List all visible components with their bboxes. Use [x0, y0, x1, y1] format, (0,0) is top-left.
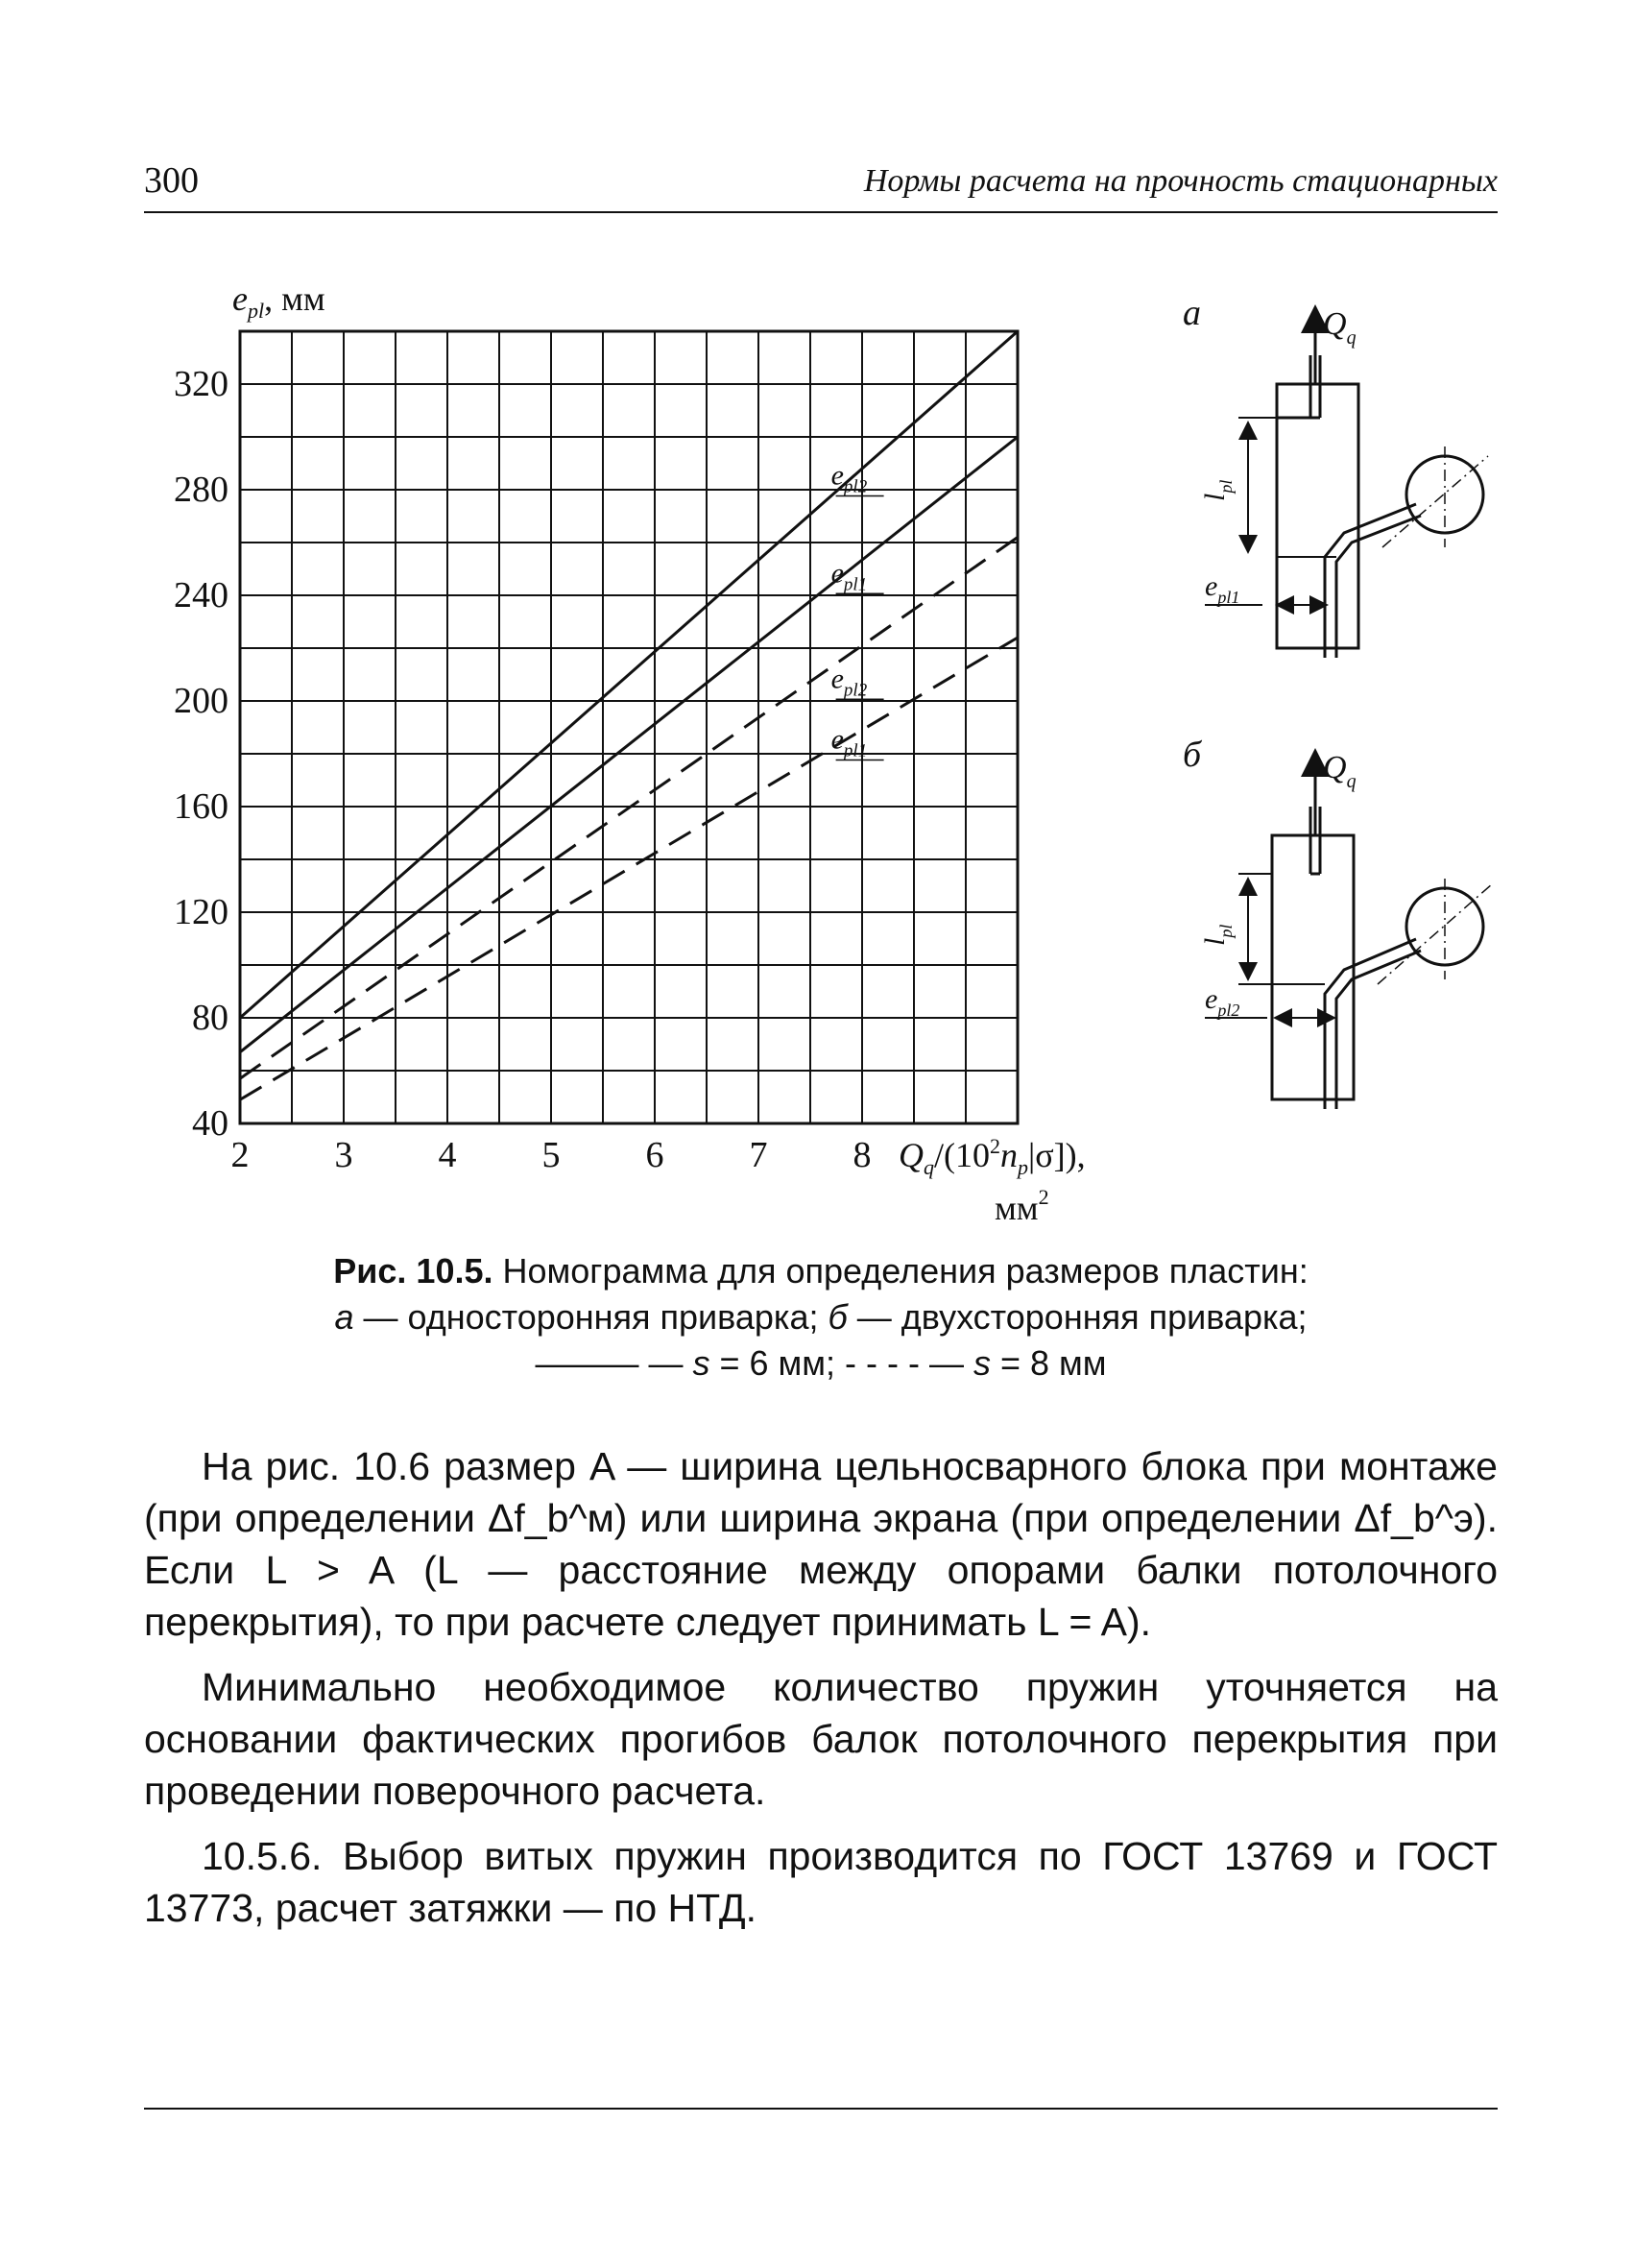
length-label-a: $l_{pl}$ [1199, 479, 1236, 501]
x-axis-unit: $мм^2$ [995, 1185, 1049, 1227]
y-tick-label: 160 [174, 786, 228, 827]
body-text [144, 1440, 1498, 1947]
nomogram-chart [125, 269, 1181, 1239]
caption-line-3: ——— — s = 6 мм; - - - - — s = 8 мм [535, 1343, 1107, 1383]
bottom-rule [144, 2108, 1498, 2110]
x-tick-label: 3 [334, 1135, 353, 1175]
x-axis-label: $Q_q/(10^2n_p|\sigma]$), [899, 1134, 1086, 1179]
y-tick-label: 320 [174, 364, 228, 404]
plate-a [1277, 384, 1358, 648]
svg-text:Qq: $Q_q$ [1323, 306, 1357, 349]
series-label-2: $e_{pl2}$ [830, 663, 868, 701]
y-tick-label: 280 [174, 470, 228, 510]
scheme-a [1183, 293, 1488, 658]
x-tick-label: 8 [853, 1135, 872, 1175]
x-tick-label: 6 [645, 1135, 664, 1175]
svg-text:Qq: $Q_q$ [1323, 750, 1357, 792]
y-axis-label: $e_{pl}$, мм [232, 279, 325, 323]
x-tick-label: 5 [541, 1135, 561, 1175]
x-tick-label: 7 [749, 1135, 768, 1175]
series-line-3 [240, 638, 1018, 1099]
length-label-b: $l_{pl}$ [1199, 924, 1236, 946]
series-line-2 [240, 538, 1018, 1079]
series-label-0: $e_{pl2}$ [830, 459, 868, 497]
y-tick-label: 80 [192, 998, 228, 1038]
page-number: 300 [144, 160, 199, 201]
y-tick-label: 120 [174, 892, 228, 932]
chart-grid [240, 331, 1018, 1123]
caption-line-2: а — односторонняя приварка; б — двухсторонняя приварка; [334, 1297, 1308, 1337]
panel-b-label: б [1183, 735, 1202, 775]
paragraph-3: 10.5.6. Выбор витых пружин производится по ГОСТ 13769 и ГОСТ 13773, расчет затяжки — по НТД. [144, 1834, 1498, 1930]
caption-line-1: Рис. 10.5. Номограмма для определения размеров пластин: [333, 1251, 1309, 1291]
series-line-1 [240, 437, 1018, 1052]
figure-caption [144, 1248, 1498, 1387]
x-tick-label: 2 [230, 1135, 250, 1175]
chart-series [240, 331, 1018, 1099]
y-tick-label: 40 [192, 1103, 228, 1144]
offset-label-a: $e_{pl1}$ [1205, 570, 1240, 607]
welding-schemes [1171, 278, 1498, 1143]
series-label-3: $e_{pl1}$ [830, 723, 868, 761]
page-header [144, 154, 1498, 213]
x-tick-label: 4 [438, 1135, 457, 1175]
running-title: Нормы расчета на прочность стационарных [863, 163, 1498, 199]
series-line-0 [240, 331, 1018, 1018]
paragraph-1: На рис. 10.6 размер A — ширина цельносварного блока при монтаже (при определении Δf_b^м) или ширина экрана (при определении Δf_b^э). Если L > A (L — расстояние между опорами балки потолочного перекрытия), то при расчете следует принимать L = A). [144, 1444, 1498, 1644]
y-tick-label: 240 [174, 575, 228, 615]
paragraph-2: Минимально необходимое количество пружин уточняется на основании фактических прогибов балок потолочного перекрытия при проведении поверочного расчета. [144, 1665, 1498, 1813]
offset-label-b: $e_{pl2}$ [1205, 983, 1240, 1020]
scheme-b [1183, 735, 1493, 1109]
y-tick-label: 200 [174, 681, 228, 721]
panel-a-label: а [1183, 293, 1201, 333]
series-label-1: $e_{pl1}$ [830, 557, 868, 595]
plot-frame [240, 331, 1018, 1123]
